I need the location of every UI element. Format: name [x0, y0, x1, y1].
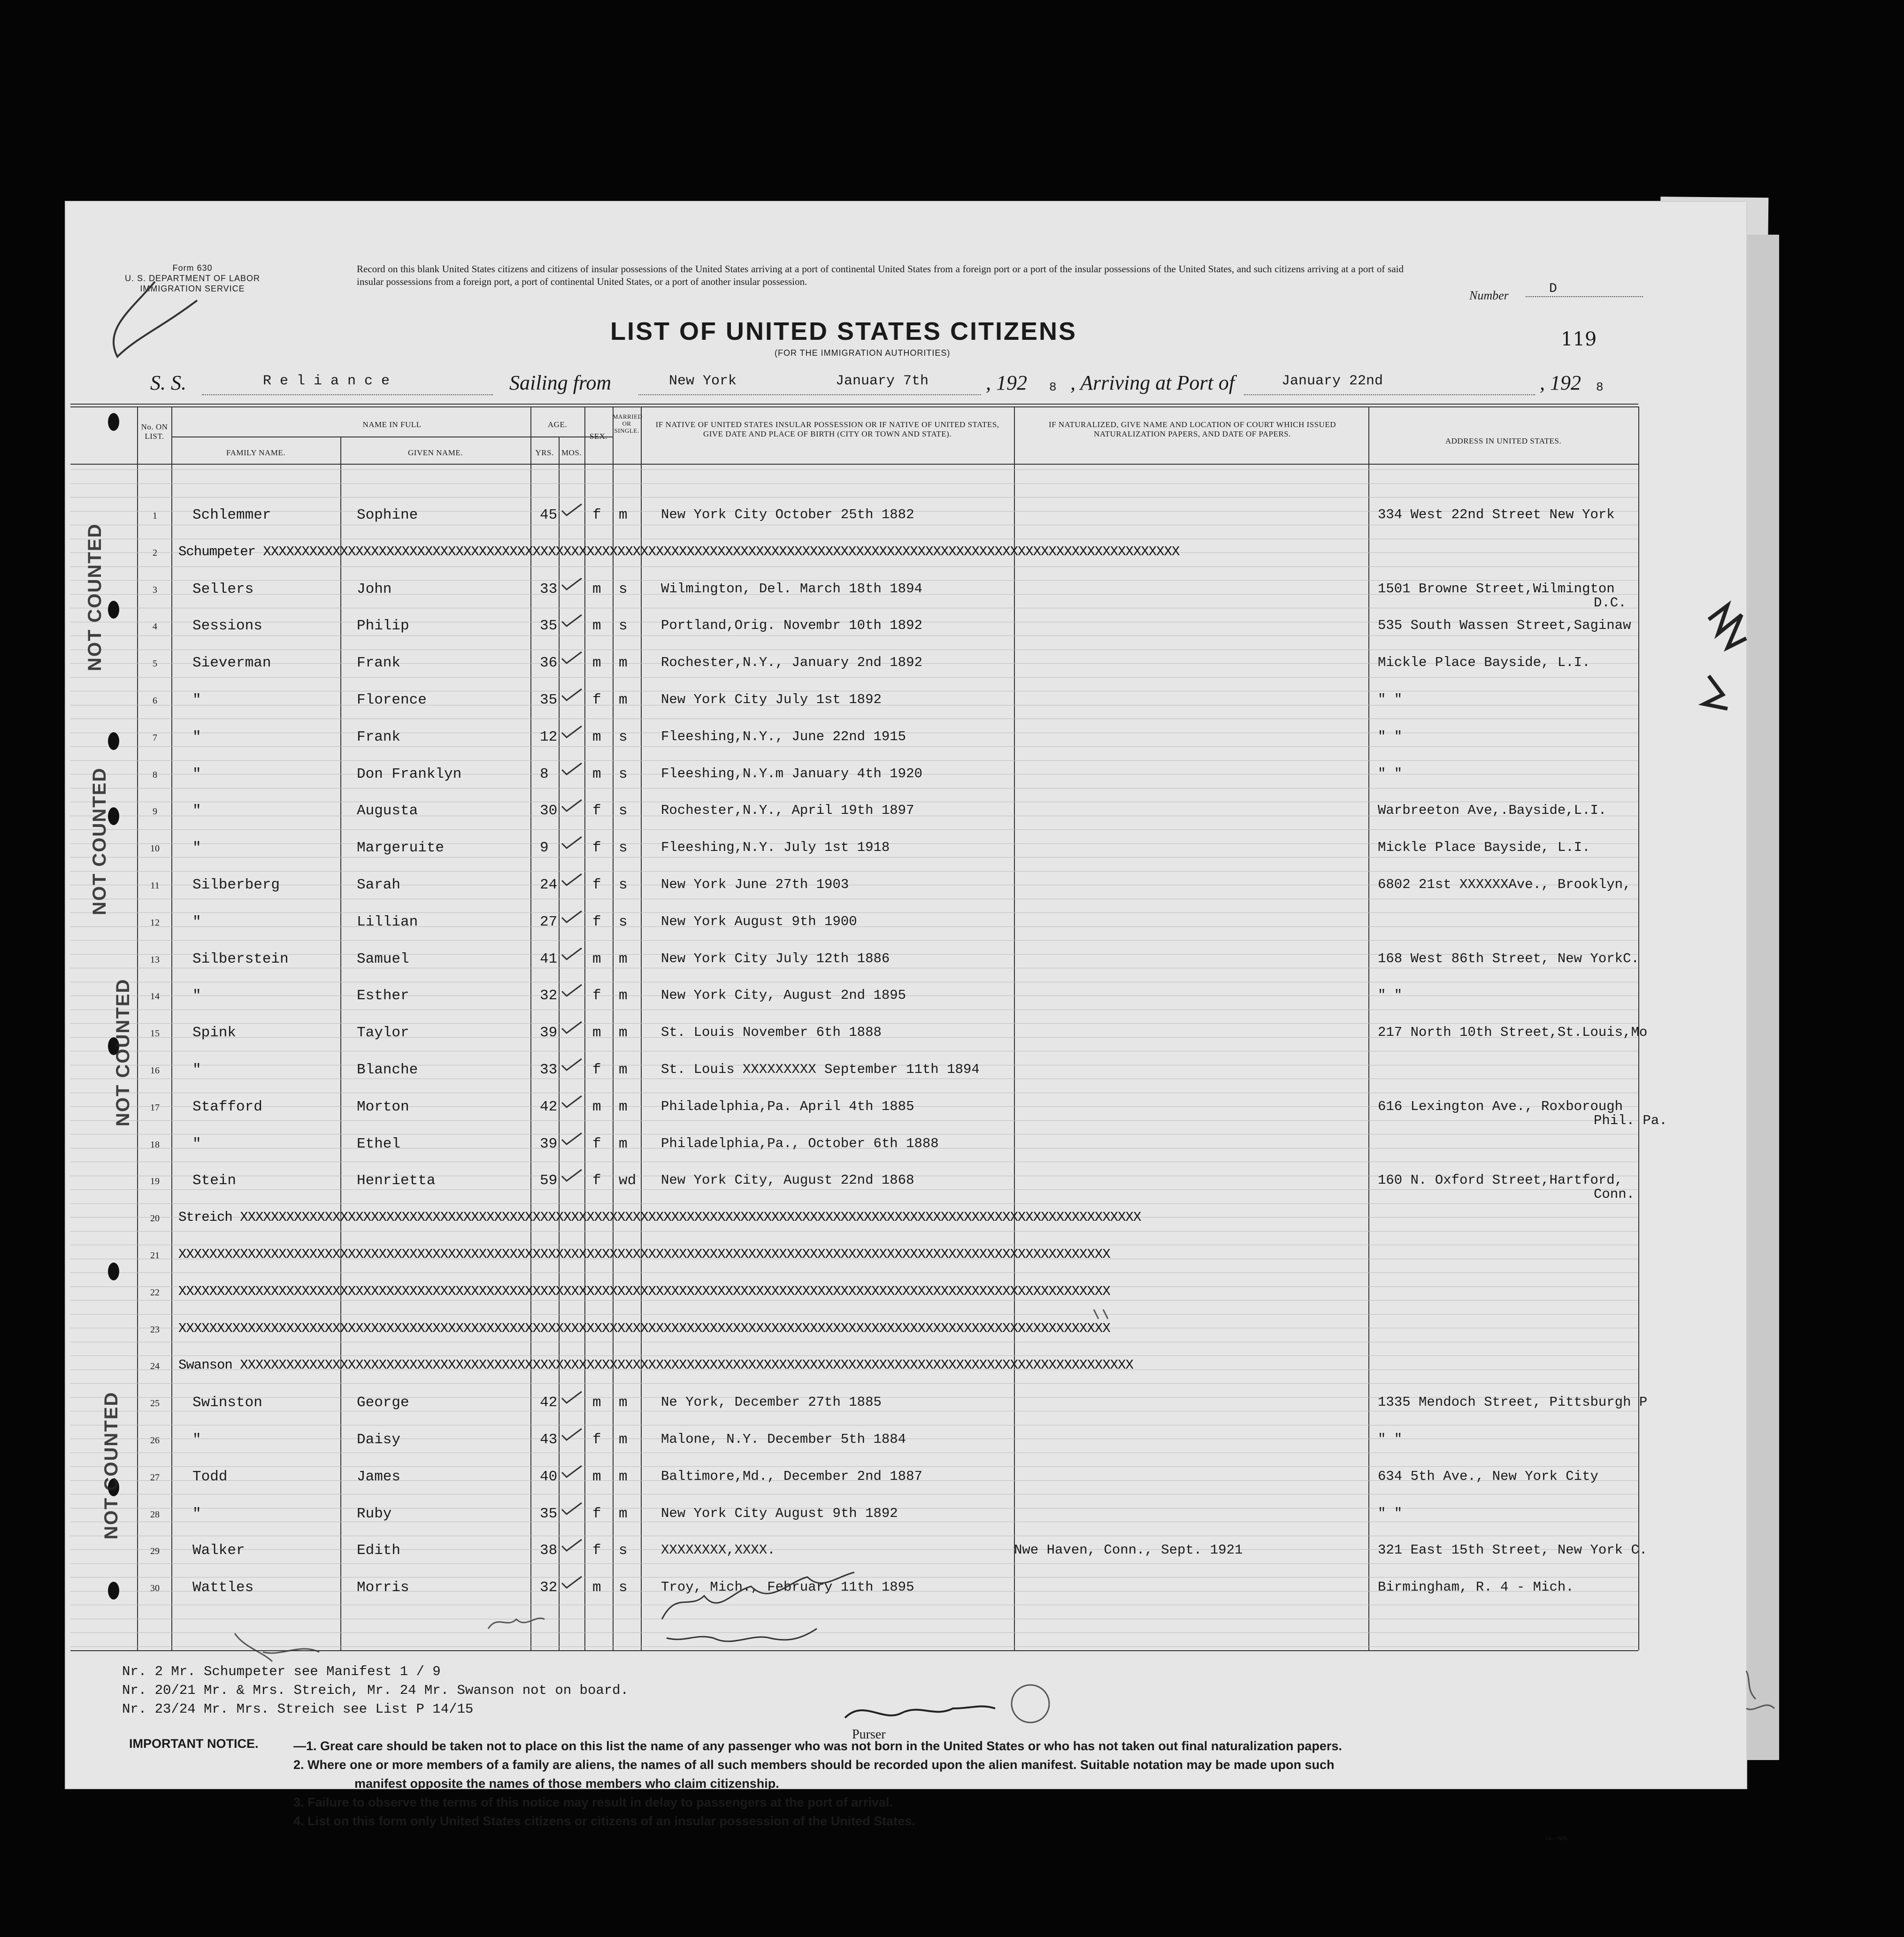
family-name: ": [192, 840, 201, 857]
birth-place-date: Philadelphia,Pa. April 4th 1885: [661, 1098, 914, 1114]
row-number: 7: [153, 732, 157, 743]
given-name: Frank: [357, 728, 401, 745]
address: 321 East 15th Street, New York C.: [1378, 1542, 1648, 1558]
given-name: Philip: [357, 618, 409, 635]
note-line: Nr. 20/21 Mr. & Mrs. Streich, Mr. 24 Mr. Swanson not on board.: [122, 1683, 629, 1698]
row-number: 6: [153, 696, 157, 706]
family-name: Silberstein: [192, 950, 289, 967]
arrival-year-prefix: , 192: [1540, 371, 1581, 394]
from-year-prefix: , 192: [986, 371, 1027, 394]
family-name: Spink: [192, 1025, 237, 1041]
address: Warbreeton Ave,.Bayside,L.I.: [1378, 803, 1607, 819]
birth-place-date: Ne York, December 27th 1885: [661, 1394, 882, 1410]
number-value: D: [1526, 282, 1643, 297]
birth-place-date: XXXXXXXX,XXXX.: [661, 1542, 775, 1558]
age-years: 8: [540, 766, 549, 782]
given-name: Edith: [357, 1542, 401, 1559]
family-name: Sieverman: [192, 655, 271, 672]
sex: m: [592, 728, 601, 745]
age-years: 43: [540, 1432, 558, 1448]
birth-place-date: Wilmington, Del. March 18th 1894: [661, 581, 922, 597]
marital-status: m: [619, 1025, 628, 1041]
address-line-2: D.C.: [1594, 595, 1627, 611]
not-counted-stamp: NOT COUNTED: [89, 767, 110, 915]
sex: f: [592, 913, 601, 930]
from-year: 8: [1049, 380, 1057, 394]
age-years: 33: [540, 581, 558, 597]
address: " ": [1378, 766, 1403, 781]
address: 535 South Wassen Street,Saginaw: [1378, 618, 1631, 634]
marital-status: s: [619, 840, 628, 857]
row-number: 17: [150, 1102, 160, 1113]
naturalization: Nwe Haven, Conn., Sept. 1921: [1014, 1542, 1243, 1558]
address: Mickle Place Bayside, L.I.: [1378, 840, 1590, 856]
marital-status: m: [619, 692, 628, 708]
family-name: ": [192, 692, 201, 708]
marital-status: m: [619, 507, 628, 523]
print-code: 14—606: [1544, 1835, 1567, 1842]
age-years: 30: [540, 803, 558, 819]
row-number: 27: [150, 1472, 160, 1483]
given-name: Henrietta: [357, 1172, 436, 1189]
page-subtitle: (FOR THE IMMIGRATION AUTHORITIES): [775, 348, 951, 358]
birth-place-date: New York City August 9th 1892: [661, 1505, 898, 1521]
given-name: Ethel: [357, 1135, 401, 1152]
given-name: Ruby: [357, 1505, 392, 1522]
sex: f: [592, 507, 601, 523]
row-number: 2: [153, 547, 157, 558]
birth-place-date: St. Louis XXXXXXXXX September 11th 1894: [661, 1062, 980, 1077]
row-number: 19: [150, 1176, 160, 1187]
notice-item: 4. List on this form only United States citizens or citizens of an insular possession of the United States.: [293, 1814, 915, 1828]
sex: f: [592, 1062, 601, 1078]
sex: f: [592, 1542, 601, 1559]
not-counted-stamp: NOT COUNTED: [113, 978, 133, 1126]
sex: m: [592, 1579, 601, 1596]
notice-item: 2. Where one or more members of a family are aliens, the names of all such members should be recorded upon the alien manifest. Suitable notation may be made upon such: [293, 1758, 1335, 1772]
header-sex: SEX.: [589, 432, 608, 441]
header-family-name: FAMILY NAME.: [226, 448, 286, 457]
family-name: Sellers: [192, 581, 254, 597]
address-line-2: Phil. Pa.: [1594, 1112, 1667, 1128]
form-preamble: Record on this blank United States citizens and citizens of insular possessions of the United States arriving at a port of continental United States from a foreign port or a port of the insular possessions of the United States, and such citizens arriving at a port of said insular possessions from a foreign port, a port of continental United States, or a port of another insular possession.: [357, 263, 1404, 287]
note-line: Nr. 2 Mr. Schumpeter see Manifest 1 / 9: [122, 1664, 441, 1679]
marital-status: s: [619, 1542, 628, 1559]
marital-status: m: [619, 1098, 628, 1115]
marital-status: m: [619, 1468, 628, 1485]
marital-status: s: [619, 913, 628, 930]
struck-row: XXXXXXXXXXXXXXXXXXXXXXXXXXXXXXXXXXXXXXXXXXXXXXXXXXXXXXXXXXXXXXXXXXXXXXXXXXXXXXXXXXXXXXXXXXXXXXXXXXXXXXXXXXXXXXXXXXXXXXXXX: [178, 1320, 1110, 1336]
sex: f: [592, 1172, 601, 1189]
age-years: 33: [540, 1062, 558, 1078]
marital-status: wd: [619, 1172, 637, 1189]
row-number: 5: [153, 658, 157, 669]
sailing-from-label: Sailing from: [509, 371, 612, 394]
note-line: Nr. 23/24 Mr. Mrs. Streich see List P 14/15: [122, 1701, 474, 1717]
header-address: ADDRESS IN UNITED STATES.: [1445, 436, 1562, 445]
sex: m: [592, 618, 601, 635]
marital-status: s: [619, 766, 628, 782]
header-yrs: YRS.: [535, 448, 554, 457]
family-name: Wattles: [192, 1579, 254, 1596]
row-number: 25: [150, 1398, 160, 1409]
birth-place-date: Troy, Mich., February 11th 1895: [661, 1579, 914, 1595]
given-name: Daisy: [357, 1432, 401, 1448]
sex: m: [592, 766, 601, 782]
sex: f: [592, 1505, 601, 1522]
family-name: ": [192, 803, 201, 819]
page-title: LIST OF UNITED STATES CITIZENS: [610, 317, 1077, 345]
birth-place-date: New York August 9th 1900: [661, 913, 857, 929]
row-number: 20: [150, 1213, 160, 1224]
birth-place-date: St. Louis November 6th 1888: [661, 1025, 882, 1041]
address: " ": [1378, 1432, 1403, 1447]
address: 1335 Mendoch Street, Pittsburgh P: [1378, 1394, 1648, 1410]
age-years: 35: [540, 618, 558, 635]
marital-status: m: [619, 988, 628, 1004]
sex: f: [592, 1135, 601, 1152]
birth-place-date: New York City, August 22nd 1868: [661, 1172, 914, 1188]
row-number: 3: [153, 584, 157, 595]
row-number: 9: [153, 806, 157, 817]
birth-place-date: Philadelphia,Pa., October 6th 1888: [661, 1135, 939, 1151]
ship-name: R e l i a n c e: [263, 373, 390, 389]
address: 168 West 86th Street, New YorkC.: [1378, 950, 1639, 966]
marital-status: m: [619, 655, 628, 672]
family-name: ": [192, 728, 201, 745]
age-years: 35: [540, 1505, 558, 1522]
notice-body: [293, 1737, 1617, 1830]
not-counted-stamp: NOT COUNTED: [101, 1391, 122, 1539]
birth-place-date: Rochester,N.Y., January 2nd 1892: [661, 655, 922, 671]
given-name: Frank: [357, 655, 401, 672]
row-number: 23: [150, 1324, 160, 1335]
header-age: AGE.: [547, 420, 568, 429]
header-married: MARRIED OR SINGLE.: [613, 413, 643, 434]
age-years: 12: [540, 728, 558, 745]
sex: m: [592, 950, 601, 967]
family-name: Swinston: [192, 1394, 262, 1411]
row-number: 30: [150, 1583, 160, 1594]
given-name: Morris: [357, 1579, 409, 1596]
family-name: Stafford: [192, 1098, 262, 1115]
marital-status: m: [619, 1062, 628, 1078]
age-years: 32: [540, 1579, 558, 1596]
row-number: 13: [150, 954, 160, 965]
birth-place-date: New York City July 12th 1886: [661, 950, 890, 966]
given-name: Augusta: [357, 803, 418, 819]
sex: f: [592, 1432, 601, 1448]
row-number: 12: [150, 917, 160, 928]
age-years: 32: [540, 988, 558, 1004]
age-years: 35: [540, 692, 558, 708]
address: Birmingham, R. 4 - Mich.: [1378, 1579, 1574, 1595]
struck-row: XXXXXXXXXXXXXXXXXXXXXXXXXXXXXXXXXXXXXXXXXXXXXXXXXXXXXXXXXXXXXXXXXXXXXXXXXXXXXXXXXXXXXXXXXXXXXXXXXXXXXXXXXXXXXXXXXXXXXXXXX: [178, 1247, 1110, 1262]
sex: m: [592, 581, 601, 597]
notice-item: manifest opposite the names of those members who claim citizenship.: [354, 1776, 779, 1791]
arrival-year: 8: [1596, 380, 1604, 394]
not-counted-stamp: NOT COUNTED: [84, 523, 105, 671]
given-name: Sophine: [357, 507, 418, 523]
sex: m: [592, 1025, 601, 1041]
birth-place-date: New York June 27th 1903: [661, 877, 849, 892]
family-name: Silberberg: [192, 877, 280, 893]
age-years: 38: [540, 1542, 558, 1559]
marital-status: m: [619, 1505, 628, 1522]
address: " ": [1378, 692, 1403, 707]
age-years: 45: [540, 507, 558, 523]
marital-status: m: [619, 950, 628, 967]
arriving-label: , Arriving at Port of: [1070, 371, 1235, 394]
sex: m: [592, 1394, 601, 1411]
sex: m: [592, 1468, 601, 1485]
birth-place-date: Portland,Orig. Novembr 10th 1892: [661, 618, 922, 634]
row-number: 21: [150, 1250, 160, 1261]
row-number: 22: [150, 1287, 160, 1298]
arrival-date: January 22nd: [1282, 373, 1383, 389]
family-name: ": [192, 1135, 201, 1152]
row-number: 16: [150, 1065, 160, 1076]
address: 616 Lexington Ave., Roxborough: [1378, 1098, 1623, 1114]
family-name: ": [192, 766, 201, 782]
form-identifier: Form 630 U. S. DEPARTMENT OF LABOR IMMIGRATION SERVICE: [124, 263, 261, 293]
row-number: 11: [150, 880, 160, 891]
age-years: 59: [540, 1172, 558, 1189]
address: 1501 Browne Street,Wilmington: [1378, 581, 1615, 597]
marital-status: m: [619, 1394, 628, 1411]
notice-item: —1. Great care should be taken not to place on this list the name of any passenger who was not born in the United States or who has not taken out final naturalization papers.: [293, 1739, 1342, 1753]
page-number: 119: [1561, 329, 1597, 350]
row-number: 4: [153, 621, 157, 632]
header-given-name: GIVEN NAME.: [408, 448, 463, 457]
marital-status: s: [619, 728, 628, 745]
marital-status: s: [619, 618, 628, 635]
age-years: 9: [540, 840, 549, 857]
given-name: James: [357, 1468, 401, 1485]
row-number: 24: [150, 1361, 160, 1372]
address: 634 5th Ave., New York City: [1378, 1468, 1598, 1484]
family-name: Sessions: [192, 618, 262, 635]
address: 334 West 22nd Street New York: [1378, 507, 1615, 522]
birth-place-date: Malone, N.Y. December 5th 1884: [661, 1432, 906, 1447]
address: " ": [1378, 1505, 1403, 1521]
birth-place-date: Fleeshing,N.Y.m January 4th 1920: [661, 766, 922, 781]
address-line-2: Conn.: [1594, 1187, 1635, 1202]
age-years: 39: [540, 1135, 558, 1152]
given-name: Samuel: [357, 950, 409, 967]
given-name: Blanche: [357, 1062, 418, 1078]
age-years: 42: [540, 1098, 558, 1115]
given-name: Lillian: [357, 913, 418, 930]
notice-heading: IMPORTANT NOTICE.: [129, 1737, 259, 1751]
given-name: Morton: [357, 1098, 409, 1115]
family-name: Schlemmer: [192, 507, 271, 523]
birth-place-date: Rochester,N.Y., April 19th 1897: [661, 803, 914, 819]
struck-row: Swanson XXXXXXXXXXXXXXXXXXXXXXXXXXXXXXXXXXXXXXXXXXXXXXXXXXXXXXXXXXXXXXXXXXXXXXXXXXXXXXXXXXXXXXXXXXXXXXXXXXXXXXXXXXXXXXXXXXXX: [178, 1357, 1133, 1373]
table-bottom-rule: [70, 1650, 1638, 1651]
marital-status: s: [619, 803, 628, 819]
row-number: 1: [153, 511, 157, 521]
birth-place-date: New York City July 1st 1892: [661, 692, 882, 707]
notes-block: [122, 1662, 629, 1719]
header-birth: IF NATIVE OF UNITED STATES INSULAR POSSESSION OR IF NATIVE OF UNITED STATES, GIVE DATE AND PLACE OF BIRTH (CITY OR TOWN AND STATE).: [655, 420, 999, 438]
notice-item: 3. Failure to observe the terms of this notice may result in delay to passengers at the port of arrival.: [293, 1795, 893, 1809]
given-name: Don Franklyn: [357, 766, 462, 782]
address: " ": [1378, 728, 1403, 744]
marital-status: m: [619, 1135, 628, 1152]
age-years: 40: [540, 1468, 558, 1485]
ss-label: S. S.: [150, 371, 186, 394]
row-number: 10: [150, 843, 160, 854]
family-name: ": [192, 1432, 201, 1448]
sex: f: [592, 840, 601, 857]
row-number: 8: [153, 769, 157, 780]
family-name: ": [192, 1505, 201, 1522]
family-name: Todd: [192, 1468, 228, 1485]
row-number: 18: [150, 1139, 160, 1150]
age-years: 41: [540, 950, 558, 967]
address: " ": [1378, 988, 1403, 1003]
family-name: Stein: [192, 1172, 237, 1189]
family-name: ": [192, 1062, 201, 1078]
row-number: 26: [150, 1435, 160, 1446]
from-port: New York: [669, 373, 737, 389]
marital-status: m: [619, 1432, 628, 1448]
age-years: 36: [540, 655, 558, 672]
struck-row: Streich XXXXXXXXXXXXXXXXXXXXXXXXXXXXXXXXXXXXXXXXXXXXXXXXXXXXXXXXXXXXXXXXXXXXXXXXXXXXXXXXXXXXXXXXXXXXXXXXXXXXXXXXXXXXXXXXXXXXX: [178, 1210, 1141, 1225]
sex: m: [592, 655, 601, 672]
row-number: 29: [150, 1546, 160, 1557]
age-years: 39: [540, 1025, 558, 1041]
given-name: Florence: [357, 692, 427, 708]
family-name: ": [192, 988, 201, 1004]
header-naturalized: IF NATURALIZED, GIVE NAME AND LOCATION OF COURT WHICH ISSUED NATURALIZATION PAPERS, AND DATE OF PAPERS.: [1048, 420, 1336, 438]
row-number: 28: [150, 1509, 160, 1520]
birth-place-date: Baltimore,Md., December 2nd 1887: [661, 1468, 922, 1484]
marital-status: s: [619, 1579, 628, 1596]
family-name: Walker: [192, 1542, 245, 1559]
header-mos: MOS.: [561, 448, 582, 457]
given-name: Taylor: [357, 1025, 409, 1041]
birth-place-date: Fleeshing,N.Y. July 1st 1918: [661, 840, 890, 856]
birth-place-date: New York City October 25th 1882: [661, 507, 914, 522]
birth-place-date: Fleeshing,N.Y., June 22nd 1915: [661, 728, 906, 744]
age-years: 42: [540, 1394, 558, 1411]
from-date: January 7th: [836, 373, 929, 389]
purser-label: Purser: [852, 1727, 886, 1742]
marital-status: s: [619, 877, 628, 893]
sex: f: [592, 692, 601, 708]
birth-place-date: New York City, August 2nd 1895: [661, 988, 906, 1003]
age-years: 24: [540, 877, 558, 893]
given-name: Margeruite: [357, 840, 445, 857]
given-name: John: [357, 581, 392, 597]
struck-row: XXXXXXXXXXXXXXXXXXXXXXXXXXXXXXXXXXXXXXXXXXXXXXXXXXXXXXXXXXXXXXXXXXXXXXXXXXXXXXXXXXXXXXXXXXXXXXXXXXXXXXXXXXXXXXXXXXXXXXXXX: [178, 1283, 1110, 1299]
given-name: George: [357, 1394, 409, 1411]
given-name: Esther: [357, 988, 409, 1004]
age-years: 27: [540, 913, 558, 930]
number-label: Number: [1469, 289, 1509, 302]
address: 217 North 10th Street,St.Louis,Mo: [1378, 1025, 1648, 1041]
family-name: ": [192, 913, 201, 930]
struck-row: Schumpeter XXXXXXXXXXXXXXXXXXXXXXXXXXXXXXXXXXXXXXXXXXXXXXXXXXXXXXXXXXXXXXXXXXXXXXXXXXXXXXXXXXXXXXXXXXXXXXXXXXXXXXXXXXXXXXXXXXXXXXX: [178, 544, 1180, 559]
address: 160 N. Oxford Street,Hartford,: [1378, 1172, 1623, 1188]
sex: f: [592, 803, 601, 819]
sex: f: [592, 877, 601, 893]
header-no: No. ON LIST.: [141, 422, 168, 441]
address: 6802 21st XXXXXXAve., Brooklyn,: [1378, 877, 1631, 892]
header-name-in-full: NAME IN FULL: [362, 420, 422, 429]
address: Mickle Place Bayside, L.I.: [1378, 655, 1590, 671]
marital-status: s: [619, 581, 628, 597]
row-number: 14: [150, 991, 160, 1002]
sex: f: [592, 988, 601, 1004]
row-number: 15: [150, 1028, 160, 1039]
sex: m: [592, 1098, 601, 1115]
given-name: Sarah: [357, 877, 401, 893]
